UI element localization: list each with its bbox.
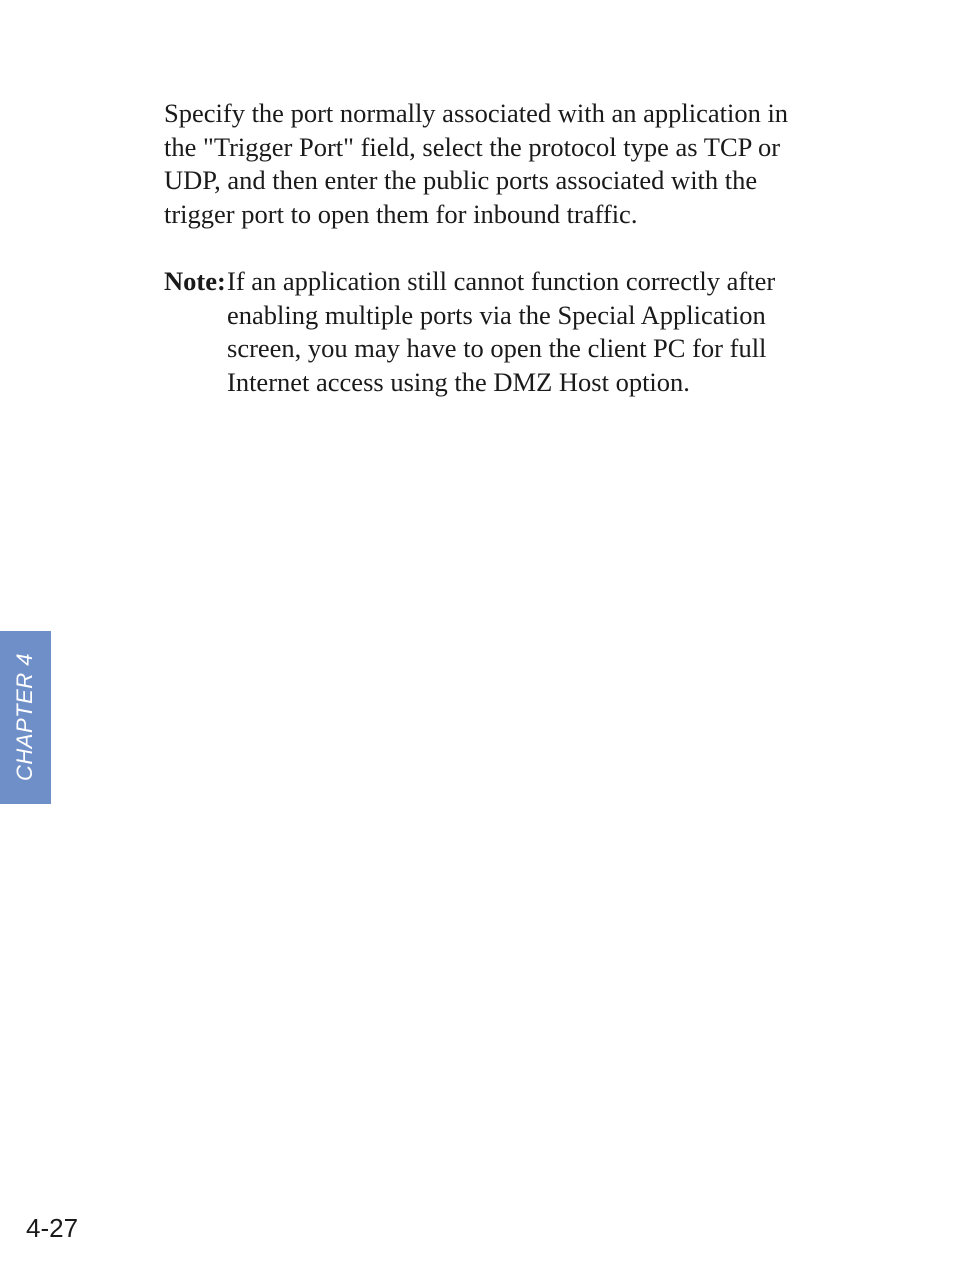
paragraph-line: UDP, and then enter the public ports associated with the bbox=[164, 165, 758, 196]
note-line: enabling multiple ports via the Special Application bbox=[227, 299, 766, 330]
note-line: screen, you may have to open the client PC for full bbox=[227, 333, 767, 364]
body-paragraph bbox=[164, 97, 864, 231]
chapter-tab-label: CHAPTER 4 bbox=[12, 653, 37, 781]
note-line: Internet access using the DMZ Host option. bbox=[227, 366, 690, 397]
paragraph-line: Specify the port normally associated with an application in bbox=[164, 98, 789, 128]
note-block bbox=[164, 265, 864, 399]
paragraph-line: the "Trigger Port" field, select the protocol type as TCP or bbox=[164, 131, 781, 162]
note-label: Note: bbox=[164, 266, 226, 296]
note-first-line bbox=[164, 266, 775, 296]
paragraph-line: trigger port to open them for inbound traffic. bbox=[164, 198, 638, 229]
note-line: If an application still cannot function correctly after bbox=[227, 266, 776, 296]
chapter-tab bbox=[0, 631, 51, 804]
page-number: 4-27 bbox=[26, 1213, 79, 1243]
note-continuation bbox=[164, 299, 864, 400]
